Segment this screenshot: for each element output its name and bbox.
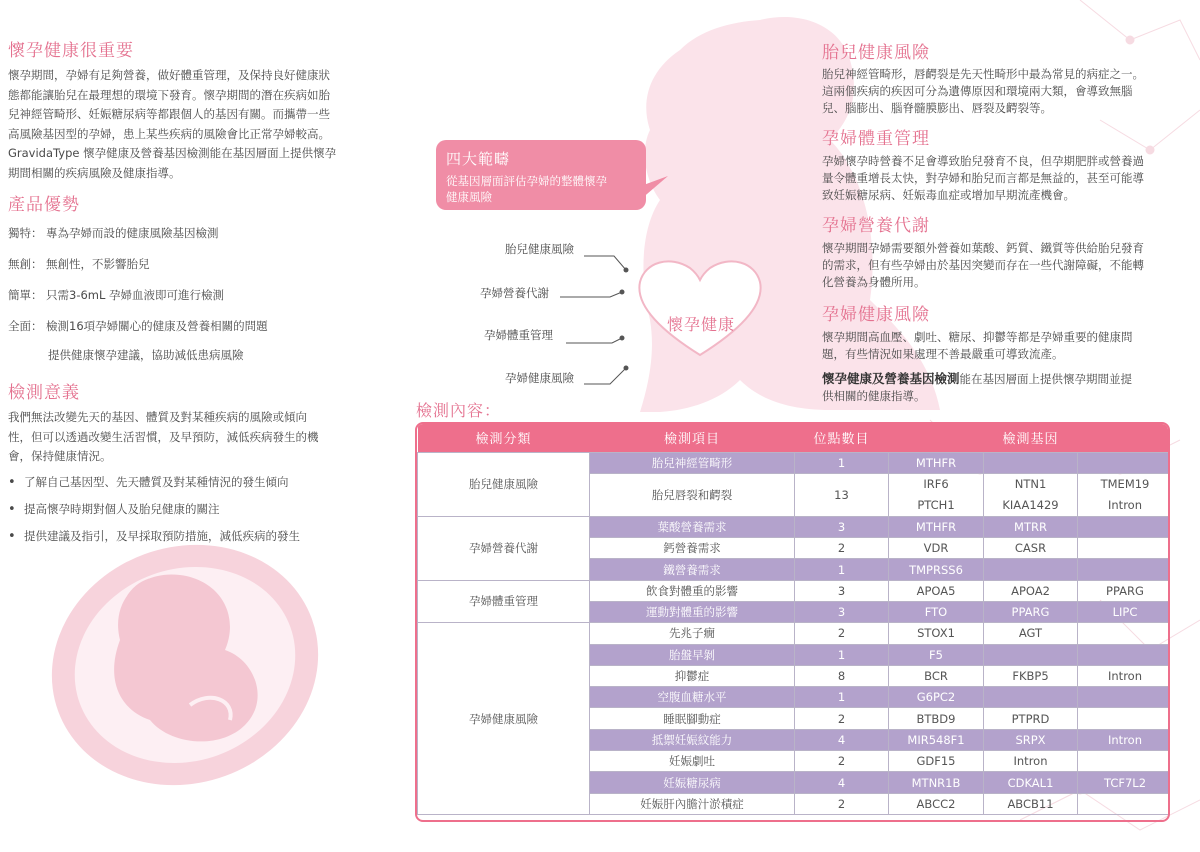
count-cell: 1 — [795, 559, 889, 580]
table-row — [418, 580, 1171, 601]
item-cell: 抑鬱症 — [590, 665, 795, 686]
item-cell: 運動對體重的影響 — [590, 601, 795, 622]
gene-cell — [984, 452, 1078, 473]
bullet-dot: • — [8, 475, 16, 490]
advantage-key: 獨特： — [8, 226, 43, 240]
item-cell: 先兆子癇 — [590, 623, 795, 644]
leader-dots — [620, 268, 629, 371]
gene-cell — [984, 687, 1078, 708]
table-header: 檢測分類 — [418, 424, 590, 452]
gene-cell — [1078, 751, 1171, 772]
importance-line: 兒神經管畸形、妊娠糖尿病等都跟個人的基因有關。而攜帶一些 — [8, 107, 330, 121]
right-section-title: 孕婦健康風險 — [822, 305, 930, 325]
gene-cell: AGT — [984, 623, 1078, 644]
leader-label-nutrition: 孕婦營養代謝 — [480, 286, 549, 300]
item-cell: 胎盤早剝 — [590, 644, 795, 665]
category-cell: 孕婦體重管理 — [418, 580, 590, 623]
gene-cell — [1078, 793, 1171, 814]
gene-cell: IRF6 PTCH1 — [889, 473, 984, 516]
count-cell: 1 — [795, 452, 889, 473]
gene-cell: FTO — [889, 601, 984, 622]
item-cell: 葉酸營養需求 — [590, 516, 795, 537]
test-content-table — [415, 422, 1170, 822]
bubble-line: 從基因層面評估孕婦的整體懷孕 — [446, 174, 607, 188]
gene-cell: LIPC — [1078, 601, 1171, 622]
advantage-value: 只需3-6mL 孕婦血液即可進行檢測 — [46, 288, 225, 302]
gene-cell: MTNR1B — [889, 772, 984, 793]
gene-cell — [1078, 516, 1171, 537]
advantages-title: 產品優勢 — [8, 195, 80, 215]
importance-title: 懷孕健康很重要 — [8, 41, 134, 61]
gene-cell: MTHFR — [889, 516, 984, 537]
gene-cell: APOA5 — [889, 580, 984, 601]
right-line: 兒、腦膨出、腦脊髓膜膨出、唇裂及齶裂等。 — [822, 101, 1052, 115]
gene-cell: Intron — [984, 751, 1078, 772]
gene-cell — [1078, 687, 1171, 708]
category-cell: 胎兒健康風險 — [418, 452, 590, 516]
item-cell: 空腹血糖水平 — [590, 687, 795, 708]
right-line: 胎兒神經管畸形，唇齶裂是先天性畸形中最為常見的病症之一。 — [822, 67, 1144, 81]
bubble-line: 健康風險 — [446, 190, 492, 204]
significance-paragraph — [8, 408, 358, 467]
closing-text: 供相關的健康指導。 — [822, 389, 926, 403]
count-cell: 8 — [795, 665, 889, 686]
heart-label: 懷孕健康 — [667, 315, 736, 334]
scope-bubble — [436, 140, 646, 210]
count-cell: 2 — [795, 708, 889, 729]
advantage-value: 無創性，不影響胎兒 — [46, 257, 150, 271]
significance-line: 我們無法改變先天的基因、體質及對某種疾病的風險或傾向 — [8, 410, 307, 424]
advantage-item — [8, 318, 268, 334]
count-cell: 2 — [795, 751, 889, 772]
gene-cell — [1078, 644, 1171, 665]
advantage-value: 檢測16項孕婦關心的健康及營養相關的問題 — [46, 319, 268, 333]
importance-line: GravidaType 懷孕健康及營養基因檢測能在基因層面上提供懷孕 — [8, 146, 337, 160]
gene-cell: TMPRSS6 — [889, 559, 984, 580]
bubble-title: 四大範疇 — [446, 150, 511, 168]
count-cell: 13 — [795, 473, 889, 516]
item-cell: 飲食對體重的影響 — [590, 580, 795, 601]
table-title: 檢測內容： — [416, 401, 502, 420]
category-cell: 孕婦健康風險 — [418, 623, 590, 815]
item-cell: 胎兒唇裂和齶裂 — [590, 473, 795, 516]
table-header: 檢測項目 — [590, 424, 795, 452]
leader-label-health: 孕婦健康風險 — [505, 371, 574, 385]
gene-cell — [1078, 538, 1171, 559]
gene-cell: MTHFR — [889, 452, 984, 473]
gene-cell: BTBD9 — [889, 708, 984, 729]
right-section-text — [822, 240, 1174, 291]
bullet-dot: • — [8, 529, 16, 544]
advantage-item — [8, 287, 224, 303]
count-cell: 4 — [795, 729, 889, 750]
gene-cell — [1078, 452, 1171, 473]
count-cell: 4 — [795, 772, 889, 793]
right-section-title: 孕婦營養代謝 — [822, 216, 930, 236]
table-header-row — [418, 424, 1171, 452]
significance-bullet — [8, 501, 220, 517]
closing-text: 能在基因層面上提供懷孕期間並提 — [959, 372, 1133, 386]
item-cell: 妊娠糖尿病 — [590, 772, 795, 793]
importance-paragraph — [8, 66, 358, 183]
right-line: 化營養為身體所用。 — [822, 275, 926, 289]
count-cell: 1 — [795, 644, 889, 665]
importance-line: 懷孕期間，孕婦有足夠營養，做好體重管理，及保持良好健康狀 — [8, 68, 330, 82]
gene-cell — [984, 559, 1078, 580]
advantage-item — [48, 347, 244, 363]
significance-line: 會，保持健康情況。 — [8, 449, 112, 463]
gene-cell — [1078, 623, 1171, 644]
advantage-value: 提供健康懷孕建議，協助減低患病風險 — [48, 348, 244, 362]
right-line: 題，有些情況如果處理不善最嚴重可導致流產。 — [822, 347, 1064, 361]
gene-cell: Intron — [1078, 665, 1171, 686]
advantage-item — [8, 256, 150, 272]
right-line: 這兩個疾病的疾因可分為遺傳原因和環境兩大類，會導致無腦 — [822, 84, 1133, 98]
right-line: 的需求，但有些孕婦由於基因突變而存在一些代謝障礙，不能轉 — [822, 258, 1144, 272]
bubble-text — [446, 173, 636, 205]
right-line: 量令體重增長太快，對孕婦和胎兒而言都是無益的，甚至可能導 — [822, 171, 1144, 185]
count-cell: 2 — [795, 623, 889, 644]
gene-cell — [1078, 708, 1171, 729]
gene-cell: PPARG — [1078, 580, 1171, 601]
gene-cell: TCF7L2 — [1078, 772, 1171, 793]
significance-bullet — [8, 474, 289, 490]
advantage-value: 專為孕婦而設的健康風險基因檢測 — [46, 226, 219, 240]
gene-cell: CDKAL1 — [984, 772, 1078, 793]
table-header: 檢測基因 — [889, 424, 1171, 452]
bullet-dot: • — [8, 502, 16, 517]
right-section-title: 胎兒健康風險 — [822, 43, 930, 63]
importance-line: 期間相關的疾病風險及健康指導。 — [8, 165, 181, 180]
advantage-key: 無創： — [8, 257, 43, 271]
table-row — [418, 452, 1171, 473]
leader-lines — [560, 256, 626, 384]
right-section-text — [822, 66, 1174, 117]
gene-cell — [1078, 559, 1171, 580]
gene-cell: STOX1 — [889, 623, 984, 644]
gene-cell: TMEM19 Intron — [1078, 473, 1171, 516]
leader-label-weight: 孕婦體重管理 — [484, 328, 553, 342]
gene-cell: FKBP5 — [984, 665, 1078, 686]
right-line: 致妊娠糖尿病、妊娠毒血症或增加早期流產機會。 — [822, 188, 1075, 202]
right-section-text — [822, 153, 1174, 204]
gene-cell: PPARG — [984, 601, 1078, 622]
item-cell: 妊娠肝內膽汁淤積症 — [590, 793, 795, 814]
gene-cell: NTN1 KIAA1429 — [984, 473, 1078, 516]
item-cell: 睡眠腳動症 — [590, 708, 795, 729]
count-cell: 3 — [795, 580, 889, 601]
importance-line: 高風險基因型的孕婦，患上某些疾病的風險會比正常孕婦較高。 — [8, 126, 330, 141]
item-cell: 鈣營養需求 — [590, 538, 795, 559]
gene-cell: ABCC2 — [889, 793, 984, 814]
gene-cell — [984, 644, 1078, 665]
significance-bullet — [8, 528, 300, 544]
gene-cell: MIR548F1 — [889, 729, 984, 750]
category-cell: 孕婦營養代謝 — [418, 516, 590, 580]
gene-cell: VDR — [889, 538, 984, 559]
item-cell: 妊娠劇吐 — [590, 751, 795, 772]
gene-cell: APOA2 — [984, 580, 1078, 601]
right-line: 孕婦懷孕時營養不足會導致胎兒發育不良，但孕期肥胖或營養過 — [822, 154, 1144, 168]
advantage-item — [8, 225, 219, 241]
gene-cell: CASR — [984, 538, 1078, 559]
advantage-key: 簡單： — [8, 288, 43, 302]
item-cell: 胎兒神經管畸形 — [590, 452, 795, 473]
gene-cell: G6PC2 — [889, 687, 984, 708]
count-cell: 2 — [795, 538, 889, 559]
gene-cell: ABCB11 — [984, 793, 1078, 814]
right-line: 懷孕期間高血壓、劇吐、糖尿、抑鬱等都是孕婦重要的健康問 — [822, 330, 1133, 344]
gene-cell: GDF15 — [889, 751, 984, 772]
gene-cell: F5 — [889, 644, 984, 665]
gene-cell: MTRR — [984, 516, 1078, 537]
fetus-illustration — [18, 508, 352, 822]
bullet-text: 提高懷孕時期對個人及胎兒健康的關注 — [24, 502, 220, 516]
count-cell: 2 — [795, 793, 889, 814]
leader-label-fetal: 胎兒健康風險 — [505, 242, 574, 256]
gene-cell: BCR — [889, 665, 984, 686]
bullet-text: 提供建議及指引，及早採取預防措施，減低疾病的發生 — [24, 529, 300, 543]
bullet-text: 了解自己基因型、先天體質及對某種情況的發生傾向 — [24, 475, 289, 489]
item-cell: 鐵營養需求 — [590, 559, 795, 580]
gene-cell: PTPRD — [984, 708, 1078, 729]
importance-line: 態都能讓胎兒在最理想的環境下發育。懷孕期間的潛在疾病如胎 — [8, 87, 330, 102]
table-row — [418, 516, 1171, 537]
significance-title: 檢測意義 — [8, 383, 80, 403]
item-cell: 抵禦妊娠紋能力 — [590, 729, 795, 750]
count-cell: 1 — [795, 687, 889, 708]
right-section-text — [822, 329, 1174, 363]
closing-bold: 懷孕健康及營養基因檢測 — [822, 371, 960, 386]
significance-line: 性，但可以透過改變生活習慣，及早預防，減低疾病發生的機 — [8, 429, 319, 444]
advantage-key: 全面： — [8, 319, 43, 333]
table-row — [418, 623, 1171, 644]
count-cell: 3 — [795, 601, 889, 622]
gene-cell: Intron — [1078, 729, 1171, 750]
count-cell: 3 — [795, 516, 889, 537]
closing-statement — [822, 370, 1174, 405]
right-line: 懷孕期間孕婦需要額外營養如葉酸、鈣質、鐵質等供給胎兒發育 — [822, 241, 1144, 255]
table-header: 位點數目 — [795, 424, 889, 452]
gene-table — [417, 424, 1170, 815]
gene-cell: SRPX — [984, 729, 1078, 750]
right-section-title: 孕婦體重管理 — [822, 129, 930, 149]
